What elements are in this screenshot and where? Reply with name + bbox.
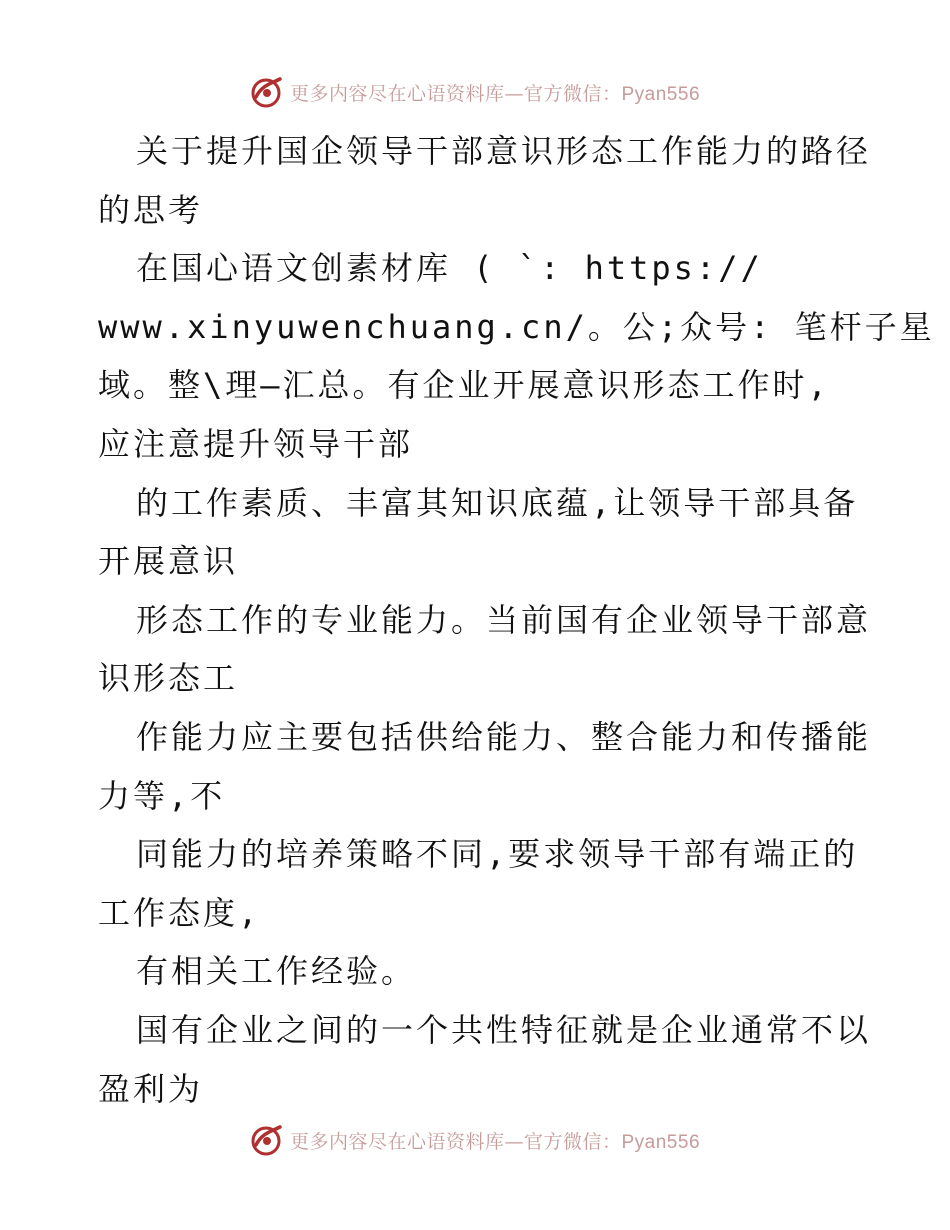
watermark-text: 更多内容尽在心语资料库—官方微信：Pyan556 [289,1130,701,1153]
text-line: 作能力应主要包括供给能力、整合能力和传播能 [136,717,872,756]
text-line: 同能力的培养策略不同,要求领导干部有端正的 [136,835,859,874]
watermark-text: 更多内容尽在心语资料库—官方微信：Pyan556 [289,82,701,105]
text-line: 在国心语文创素材库 ( `: https:// [136,249,763,288]
text-line: 盈利为 [98,1069,204,1108]
text-line: 有相关工作经验。 [136,952,417,991]
text-line: 国有企业之间的一个共性特征就是企业通常不以 [136,1010,872,1049]
article-body [98,122,935,1118]
brush-seal-icon [250,75,284,109]
text-line: 的工作素质、丰富其知识底蕴,让领导干部具备 [136,483,859,522]
text-line: 关于提升国企领导干部意识形态工作能力的路径 [136,132,872,170]
text-line: 力等,不 [98,776,226,815]
text-line: 工作态度, [98,893,261,932]
brush-seal-icon [250,1123,284,1157]
text-line: 形态工作的专业能力。当前国有企业领导干部意 [136,600,872,639]
footer-watermark [0,1120,950,1160]
text-line: www.xinyuwenchuang.cn/。公;众号: 笔杆子星 [98,307,935,346]
text-line: 的思考 [98,190,204,229]
text-line: 识形态工 [98,659,239,698]
header-watermark [0,72,950,112]
text-line: 开展意识 [98,542,239,581]
text-line: 域。整\理—汇总。有企业开展意识形态工作时, [98,366,830,405]
text-line: 应注意提升领导干部 [98,424,414,463]
